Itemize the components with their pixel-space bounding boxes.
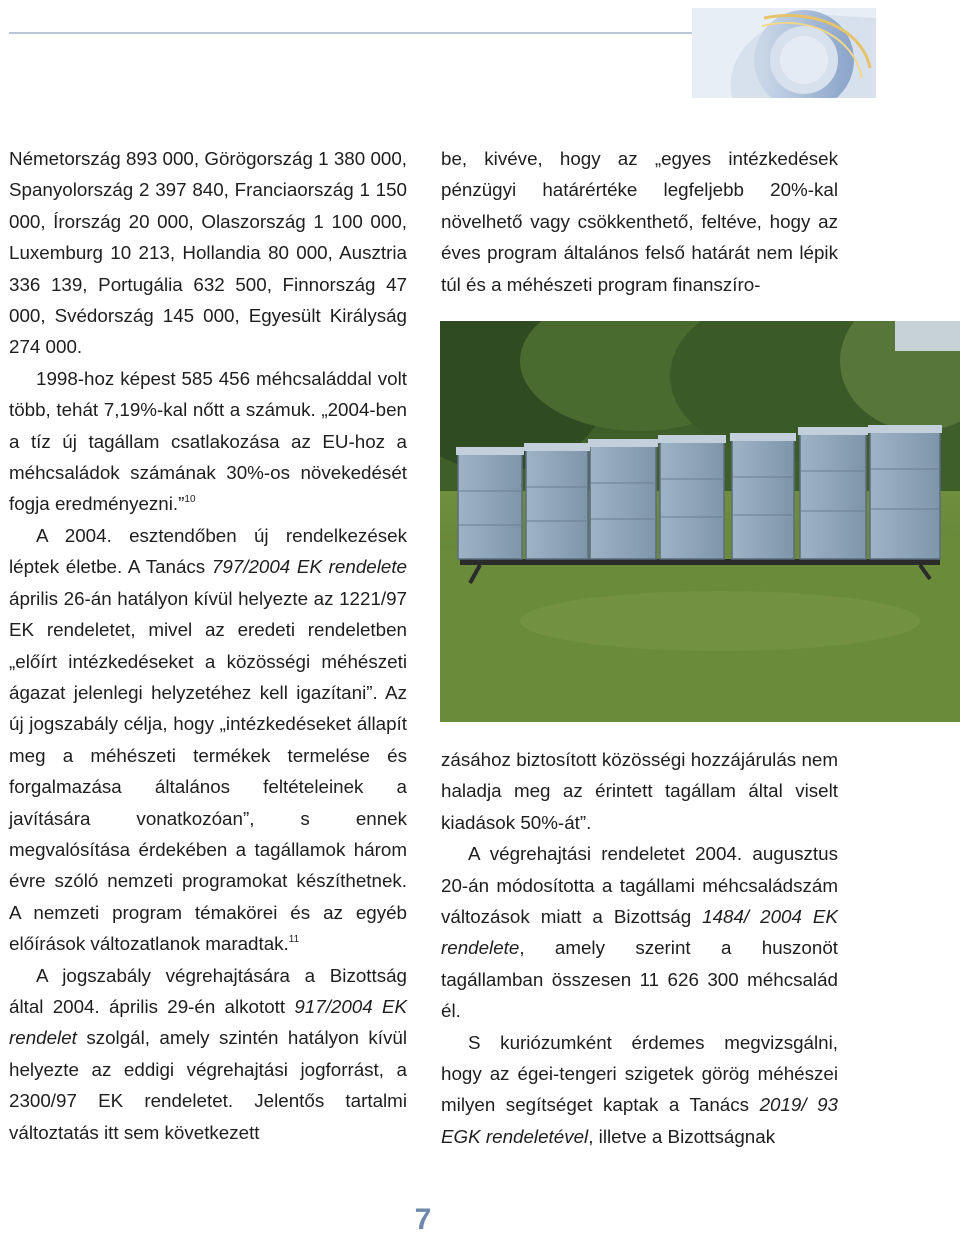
growth-text: 1998-hoz képest 585 456 méhcsaláddal volt több, tehát 7,19%-kal nőtt a számuk. „2004-ben a tíz új tagállam csatlakozása az EU-hoz a méhcsaládok számának 30%-os növekedését fogja eredményezni.” <box>9 367 407 515</box>
amendment-text-a: A végrehajtási rendeletet 2004. augusztus 20-án módosította a tagállami méhcsaládszám változások miatt a Bizottság <box>441 843 838 928</box>
footnote-ref-10: 10 <box>184 494 196 506</box>
paragraph-contribution: zásához biztosított közösségi hozzájárulás nem haladja meg az érintett tagállam által viselt kiadások 50%-át”. <box>441 749 838 833</box>
implementation-text-b: szolgál, amely szintén hatályon kívül helyezte az eddigi végrehajtási jogforrást, a 2300/97 EK rendeletet. Jelentős tartalmi változtatás itt sem következett <box>9 1027 407 1143</box>
regulations-text-b: április 26-án hatályon kívül helyezte az 1221/97 EK rendeletet, mivel az eredeti rendeletben „előírt intézkedéseket a közösségi méhészeti ágazat jelenlegi helyzetéhez kell igazítani”. Az új jogszabály célja, hogy „intézkedéseket állapít meg a méhészeti termékek termelése és forgalmazása általános feltételeinek a javítására vonatkozóan”, s ennek megvalósítása érdekében a tagállamok három évre szóló nemzeti programokat készíthetnek. A nemzeti program témakörei és az egyéb előírások változatlanok maradtak. <box>9 587 407 955</box>
curiosity-text-b: , illetve a Bizottságnak <box>588 1125 776 1147</box>
paragraph-growth <box>9 363 407 520</box>
left-text-column <box>9 143 407 1148</box>
regulation-ref-1484: 1484/ 2004 EK rendelete <box>441 906 838 959</box>
amendment-text-b: , amely szerint a huszonöt tagállamban összesen 11 626 300 méhcsalád él. <box>441 937 838 1022</box>
regulation-ref-2019: 2019/ 93 EGK rendeletével <box>441 1094 838 1147</box>
paragraph-continuation: be, kivéve, hogy az „egyes intézkedések pénzügyi határértéke legfeljebb 20%-kal növelhető vagy csökkenthető, feltéve, hogy az éves program általános felső határát nem lépik túl és a méhészeti program finanszíro- <box>441 148 838 295</box>
right-text-column-bottom <box>441 744 838 1152</box>
right-text-column-top <box>441 143 838 300</box>
curiosity-text-a: S kuriózumként érdemes megvizsgálni, hogy az égei-tengeri szigetek görög méhészei milyen segítséget kaptak a Tanács <box>441 1031 838 1116</box>
paragraph-curiosity <box>441 1027 838 1153</box>
publisher-logo <box>692 8 876 98</box>
implementation-text-a: A jogszabály végrehajtására a Bizottság által 2004. április 29-én alkotott <box>9 964 407 1017</box>
regulations-text-a: A 2004. esztendőben új rendelkezések léptek életbe. A Tanács <box>9 524 407 578</box>
footnote-ref-11: 11 <box>288 934 300 946</box>
paragraph-amendment <box>441 838 838 1026</box>
page-number: 7 <box>414 1203 432 1236</box>
beehives-photo <box>440 321 960 722</box>
paragraph-implementation <box>9 960 407 1148</box>
regulation-ref-917: 917/2004 EK rendelet <box>9 995 407 1049</box>
regulation-ref-797: 797/2004 EK rendelete <box>211 556 407 578</box>
paragraph-new-regulations <box>9 520 407 960</box>
paragraph-country-counts: Németország 893 000, Görögország 1 380 000, Spanyolország 2 397 840, Franciaország 1 150 000, Írország 20 000, Olaszország 1 100 000, Luxemburg 10 213, Hollandia 80 000, Ausztria 336 139, Portugália 632 500, Finnország 47 000, Svédország 145 000, Egyesült Királyság 274 000. <box>9 148 407 358</box>
